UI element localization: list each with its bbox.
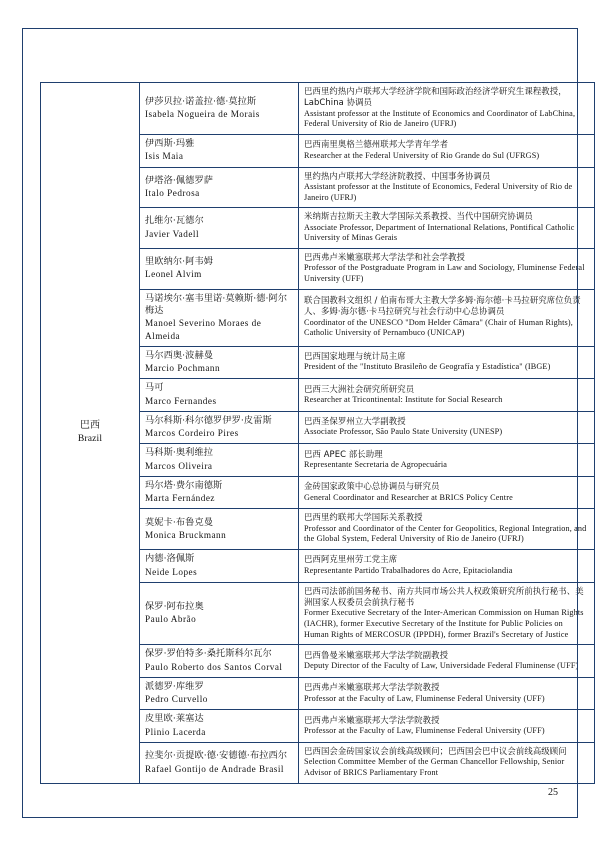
person-name-latin: Neide Lopes (145, 566, 198, 577)
person-role-latin: Professor and Coordinator of the Center for Geopolitics, Regional Integration, and the Global System, Federal University of Rio de Janeiro (UFRJ) (304, 523, 587, 544)
person-role-latin: Researcher at the Federal University of Rio Grande do Sul (UFRGS) (304, 150, 540, 160)
person-name-cell (140, 444, 299, 477)
person-role-cell (299, 710, 595, 743)
person-name-latin: Pedro Curvello (145, 694, 208, 705)
person-name-latin: Marcio Pochmann (145, 363, 221, 374)
person-role-latin: Deputy Director of the Faculty of Law, Universidade Federal Fluminense (UFF) (304, 660, 579, 670)
person-role-latin: Associate Professor, São Paulo State University (UNESP) (304, 427, 503, 437)
person-role-latin: Professor of the Postgraduate Program in Law and Sociology, Fluminense Federal University (UFF) (304, 263, 585, 283)
person-role-cn: 巴西国会金砖国家议会前线高级顾问；巴西国会巴中议会前线高级顾问 (304, 746, 567, 757)
person-role-cell (299, 509, 595, 550)
person-role-cn: 巴西鲁曼米嫩塞联邦大学法学院副教授 (304, 649, 449, 660)
person-name-cell (140, 582, 299, 645)
person-name-cell (140, 167, 299, 208)
participants-table (40, 82, 595, 784)
person-name-latin: Rafael Gontijo de Andrade Brasil (145, 763, 284, 774)
person-role-cn: 巴西弗卢米嫩塞联邦大学法学院教授 (304, 682, 440, 693)
person-name-cell (140, 743, 299, 784)
person-name-cn: 拉斐尔·贡提欧·德·安德德·布拉西尔 (145, 750, 288, 762)
person-role-cell (299, 248, 595, 289)
person-name-latin: Plinio Lacerda (145, 726, 206, 737)
person-role-latin: Associate Professor, Department of International Relations, Pontifical Catholic University of Minas Gerais (304, 222, 575, 243)
person-role-cell (299, 346, 595, 379)
person-name-latin: Paulo Abrão (145, 614, 197, 625)
person-name-cn: 内德·洛佩斯 (145, 553, 195, 565)
person-name-cn: 马尔西奥·波赫曼 (145, 349, 214, 361)
person-role-cell (299, 645, 595, 678)
person-name-cell (140, 645, 299, 678)
person-role-cell (299, 550, 595, 583)
person-name-latin: Manoel Severino Moraes de Almeida (145, 318, 262, 341)
person-role-latin: Professor at the Faculty of Law, Fluminense Federal University (UFF) (304, 693, 545, 703)
person-name-cn: 保罗·罗伯特多·桑托斯科尔瓦尔 (145, 648, 272, 660)
person-role-cell (299, 444, 595, 477)
person-role-latin: Professor at the Faculty of Law, Fluminense Federal University (UFF) (304, 726, 545, 736)
country-name-latin: Brazil (77, 432, 103, 444)
person-role-cell (299, 208, 595, 249)
person-role-cn: 巴西弗卢米嫩塞联邦大学法学院教授 (304, 714, 440, 725)
person-role-cn: 巴西司法部前国务秘书、南方共同市场公共人权政策研究所前执行秘书、美洲国家人权委员会前执行秘书 (304, 585, 584, 608)
person-name-cell (140, 550, 299, 583)
person-name-cn: 马尔科斯·科尔德罗伊罗·皮雷斯 (145, 414, 272, 426)
person-role-cell (299, 135, 595, 168)
person-name-latin: Italo Pedrosa (145, 188, 200, 199)
person-name-cell (140, 208, 299, 249)
person-role-cell (299, 476, 595, 509)
person-name-cn: 派德罗·库维罗 (145, 680, 204, 692)
person-role-cn: 巴西圣保罗州立大学副教授 (304, 416, 406, 427)
country-name-cn: 巴西 (79, 420, 101, 432)
person-name-cell (140, 677, 299, 710)
person-name-cell (140, 509, 299, 550)
person-name-cn: 皮里欧·莱塞达 (145, 713, 204, 725)
person-name-cell (140, 379, 299, 412)
person-name-latin: Marco Fernandes (145, 395, 217, 406)
person-role-cn: 巴西 APEC 部长助理 (304, 448, 383, 459)
person-name-cell (140, 135, 299, 168)
person-role-latin: President of the "Instituto Brasileño de Geografía y Estadística" (IBGE) (304, 362, 551, 372)
person-role-cell (299, 677, 595, 710)
person-name-cn: 扎维尔·瓦德尔 (145, 215, 204, 227)
table-row (41, 83, 595, 135)
person-role-cn: 巴西三大洲社会研究所研究员 (304, 383, 415, 394)
person-role-cn: 里约热内卢联邦大学经济院教授、中国事务协调员 (304, 170, 491, 181)
person-name-cn: 保罗·阿布拉奥 (145, 600, 204, 612)
person-role-cn: 巴西里约联邦大学国际关系教授 (304, 512, 423, 523)
person-name-cn: 伊塔洛·佩德罗萨 (145, 174, 214, 186)
person-name-cell (140, 83, 299, 135)
person-name-cell (140, 289, 299, 346)
person-role-cn: 巴西国家地理与统计局主席 (304, 350, 406, 361)
person-name-cn: 马诺埃尔·塞韦里诺·莫赖斯·德·阿尔梅达 (145, 292, 288, 316)
person-role-cell (299, 411, 595, 444)
person-name-cn: 伊莎贝拉·诺盖拉·德·莫拉斯 (145, 95, 257, 107)
person-name-latin: Isabela Nogueira de Morais (145, 109, 260, 120)
person-name-latin: Javier Vadell (145, 228, 200, 239)
person-role-latin: Representante Secretaria de Agropecuária (304, 459, 448, 469)
person-role-cell (299, 289, 595, 346)
person-name-cn: 马可 (145, 382, 164, 394)
person-name-cn: 伊西斯·玛雅 (145, 138, 195, 149)
person-name-cn: 莫妮卡·布鲁克曼 (145, 516, 214, 528)
person-name-latin: Monica Bruckmann (145, 529, 227, 540)
person-role-cn: 金砖国家政策中心总协调员与研究员 (304, 481, 440, 492)
person-name-cell (140, 411, 299, 444)
person-name-latin: Marcos Cordeiro Pires (145, 428, 239, 439)
person-role-cn: 米纳斯吉拉斯天主教大学国际关系教授、当代中国研究协调员 (304, 211, 533, 222)
person-name-latin: Marcos Oliveira (145, 460, 213, 471)
person-name-latin: Isis Maia (145, 151, 184, 162)
person-role-cn: 巴西南里奥格兰德州联邦大学青年学者 (304, 139, 449, 150)
person-role-cell (299, 167, 595, 208)
participants-table-body (41, 83, 595, 784)
person-role-latin: General Coordinator and Researcher at BRICS Policy Centre (304, 492, 513, 502)
person-role-cell (299, 743, 595, 784)
person-name-latin: Marta Fernández (145, 493, 215, 504)
person-role-latin: Assistant professor at the Institute of Economics, Federal University of Rio de Janeiro (UFRJ) (304, 181, 573, 202)
person-name-cn: 玛尔塔·费尔南德斯 (145, 479, 223, 491)
person-role-latin: Researcher at Tricontinental: Institute for Social Research (304, 394, 503, 404)
person-role-latin: Representante Partido Trabalhadores do Acre, Epitaciolandia (304, 565, 513, 575)
person-name-cn: 里欧纳尔·阿韦姆 (145, 255, 214, 267)
person-role-latin: Former Executive Secretary of the Inter-American Commission on Human Rights (IACHR), former Executive Secretary of the Institute for Public Policies on Human Rights of MERCOSUR (IPPDH), former Brazil's Secretary of Justice (304, 608, 584, 639)
person-name-cell (140, 476, 299, 509)
person-role-cn: 巴西弗卢米嫩塞联邦大学法学和社会学教授 (304, 251, 466, 262)
country-cell (41, 83, 140, 784)
person-name-latin: Paulo Roberto dos Santos Corval (145, 661, 283, 672)
page-number: 25 (548, 787, 558, 798)
person-role-cell (299, 582, 595, 645)
person-role-cell (299, 83, 595, 135)
person-name-cell (140, 346, 299, 379)
person-role-cn: 巴西阿克里州劳工党主席 (304, 554, 398, 565)
person-role-cn: 联合国教科文组织 / 伯南布哥大主教大学多姆·海尔德·卡马拉研究席位负责人、多姆·海尔德·卡马拉研究与社会行动中心总协调员 (304, 295, 581, 317)
person-role-cell (299, 379, 595, 412)
person-name-cell (140, 710, 299, 743)
person-name-cell (140, 248, 299, 289)
person-role-cn: 巴西里约热内卢联邦大学经济学院和国际政治经济学研究生课程教授，LabChina 协调员 (304, 86, 567, 108)
person-role-latin: Assistant professor at the Institute of Economics and Coordinator of LabChina, Federal University of Rio de Janeiro (UFRJ) (304, 108, 576, 129)
person-role-latin: Selection Committee Member of the German Chancellor Fellowship, Senior Advisor of BRICS Parliamentary Front (304, 757, 565, 778)
person-role-latin: Coordinator of the UNESCO "Dom Helder Câmara" (Chair of Human Rights), Catholic University of Pernambuco (UNICAP) (304, 317, 573, 338)
person-name-cn: 马科斯·奥利维拉 (145, 447, 214, 459)
person-name-latin: Leonel Alvim (145, 269, 202, 280)
